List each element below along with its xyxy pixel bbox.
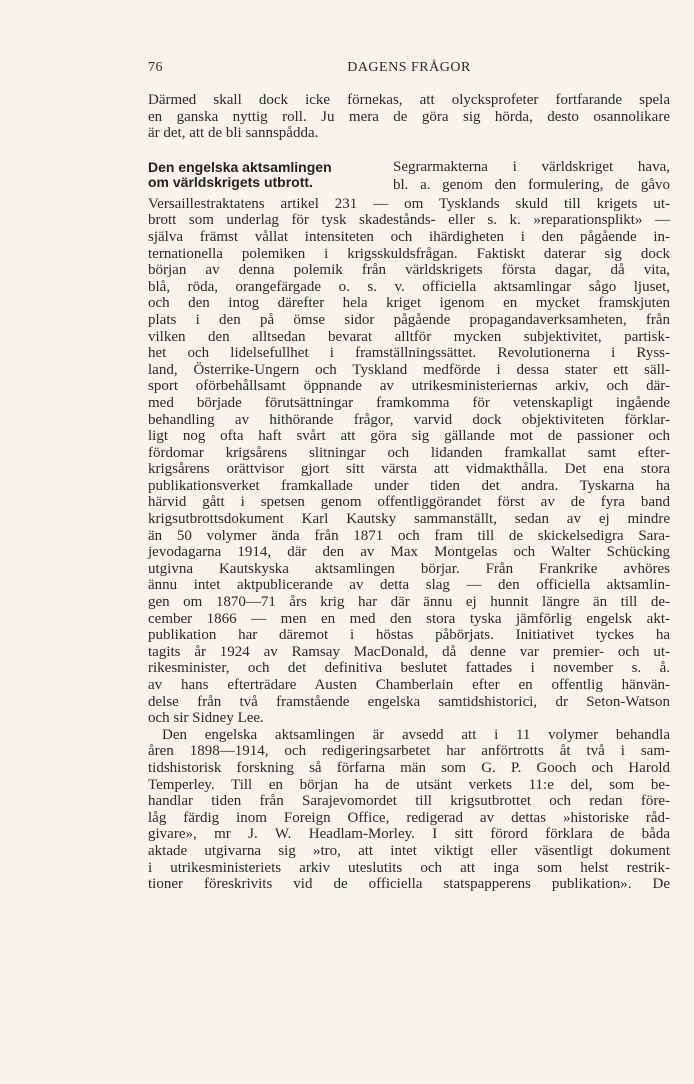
text-line: med började förutsättningar framkomma för vetenskapligt ingående bbox=[148, 394, 670, 411]
text-line: sport oförbehållsamt öppnande av utrikesministeriernas arkiv, och där- bbox=[148, 378, 670, 395]
text-line: Därmed skall dock icke förnekas, att olycksprofeter fortfarande spela bbox=[148, 92, 670, 108]
text-line: en ganska nyttig roll. Ju mera de göra sig hörda, desto osannolikare bbox=[148, 108, 670, 125]
text-line: delse från två framstående engelska samtidshistorici, dr Seton-Watson bbox=[148, 693, 670, 710]
text-line: vilken den alltsedan bevarat alltför mycken subjektivitet, partisk- bbox=[148, 328, 670, 345]
text-line: Segrarmakterna i världskriget hava, bbox=[393, 158, 670, 175]
text-line: av hans efterträdare Austen Chamberlain efter en offentlig hänvän- bbox=[148, 677, 670, 693]
page-header bbox=[148, 60, 670, 80]
text-line: tidshistorisk forskning så förfarna män som G. P. Gooch och Harold bbox=[148, 759, 670, 776]
text-line: bl. a. genom den formulering, de gåvo bbox=[393, 176, 670, 193]
text-line: början av denna polemik från världskrigets första dagar, då vita, bbox=[148, 262, 670, 279]
text-line: Versaillestraktatens artikel 231 — om Tysklands skuld till krigets ut- bbox=[148, 195, 670, 212]
text-line: än 50 volymer ända från 1871 och fram till de skickelsedigra Sara- bbox=[148, 527, 670, 544]
intro-paragraph bbox=[148, 92, 670, 142]
text-line: aktade utgivarna sig »tro, att intet viktigt eller väsentligt dokument bbox=[148, 842, 670, 859]
text-line: och den intog därefter hela kriget igenom en mycket framskjuten bbox=[148, 295, 670, 312]
text-line: gen om 1870—71 års krig har där ännu ej hunnit längre än till de- bbox=[148, 594, 670, 611]
text-line: blå, röda, orangefärgade o. s. v. officiella aktsamlingar sågo ljuset, bbox=[148, 278, 670, 295]
text-line: låg färdig inom Foreign Office, redigerad av dettas »historiske råd- bbox=[148, 809, 670, 826]
text-line: krigsårens orättvisor gjort sitt värsta att vidmakthålla. Det ena stora bbox=[148, 461, 670, 478]
page-text bbox=[148, 92, 670, 893]
text-line: ligt nog ofta haft svårt att göra sig gällande mot de passioner och bbox=[148, 428, 670, 445]
text-line: tagits år 1924 av Ramsay MacDonald, då denne var premier- och ut- bbox=[148, 643, 670, 660]
text-line: cember 1866 — men en med den stora tyska jämförlig engelsk akt- bbox=[148, 610, 670, 627]
running-title: DAGENS FRÅGOR bbox=[347, 60, 471, 75]
text-line: handlar tiden från Sarajevomordet till krigsutbrottet och redan före- bbox=[148, 793, 670, 810]
text-line: är det, att de bli sannspådda. bbox=[148, 125, 319, 142]
text-line: utgivna Kautskyska aktsamlingen börjar. Från Frankrike avhöres bbox=[148, 560, 670, 577]
text-line: jevodagarna 1914, där den av Max Montgelas och Walter Schücking bbox=[148, 544, 670, 561]
text-line: brott som underlag för tysk skadestånds- eller s. k. »reparationsplikt» — bbox=[148, 212, 670, 229]
second-paragraph bbox=[148, 727, 670, 893]
text-line: åren 1898—1914, och redigeringsarbetet har anförtrotts åt två i sam- bbox=[148, 743, 670, 760]
section-heading-block bbox=[148, 159, 670, 209]
text-line: behandling av hithörande frågor, varvid dock objektiviteten förklar- bbox=[148, 411, 670, 428]
text-line: fördomar krigsårens slitningar och lidanden framkallat samt efter- bbox=[148, 444, 670, 461]
text-line: Den engelska aktsamlingen är avsedd att i 11 volymer behandla bbox=[162, 726, 670, 743]
text-line: land, Österrike-Ungern och Tyskland medförde i dessa stater ett säll- bbox=[148, 361, 670, 378]
text-line: tioner föreskrivits vid de officiella statspapperens publikation». De bbox=[148, 876, 670, 893]
heading-side-text bbox=[393, 159, 670, 195]
text-line: ternationella polemiken i krigsskuldsfrågan. Faktiskt daterar sig dock bbox=[148, 245, 670, 262]
text-line: plats i den på ömse sidor pågående propagandaverksamheten, från bbox=[148, 311, 670, 328]
text-line: ännu intet aktpublicerande av detta slag — den officiella aktsamlin- bbox=[148, 577, 670, 594]
text-line: het och lidelsefullhet i framställningssättet. Revolutionerna i Ryss- bbox=[148, 345, 670, 362]
text-line: härvid gått i spetsen genom offentliggörandet först av de fyra band bbox=[148, 494, 670, 511]
text-line: i utrikesministeriets arkiv uteslutits och att inga som helst restrik- bbox=[148, 859, 670, 876]
text-line: och sir Sidney Lee. bbox=[148, 710, 264, 727]
section-heading-line: om världskrigets utbrott. bbox=[148, 173, 313, 190]
section-heading-line: Den engelska aktsamlingen bbox=[148, 158, 332, 175]
text-line: rikesminister, och det definitiva beslutet fattades i november s. å. bbox=[148, 660, 670, 677]
text-line: krigsutbrottsdokument Karl Kautsky sammanställt, sedan av ej mindre bbox=[148, 511, 670, 528]
main-paragraph bbox=[148, 196, 670, 727]
text-line: givare», mr J. W. Headlam-Morley. I sitt förord förklara de båda bbox=[148, 826, 670, 843]
page-number: 76 bbox=[148, 60, 163, 75]
text-line: Temperley. Till en början ha de utsänt verkets 11:e del, som be- bbox=[148, 776, 670, 793]
section-heading bbox=[148, 160, 380, 190]
text-line: publikation har däremot i höstas påbörjats. Initiativet tyckes ha bbox=[148, 627, 670, 644]
text-line: själva främst vållat intensiteten och ihärdigheten i den pågående in- bbox=[148, 228, 670, 245]
text-line: publikationsverket framkallade under tiden det andra. Tyskarna ha bbox=[148, 477, 670, 494]
